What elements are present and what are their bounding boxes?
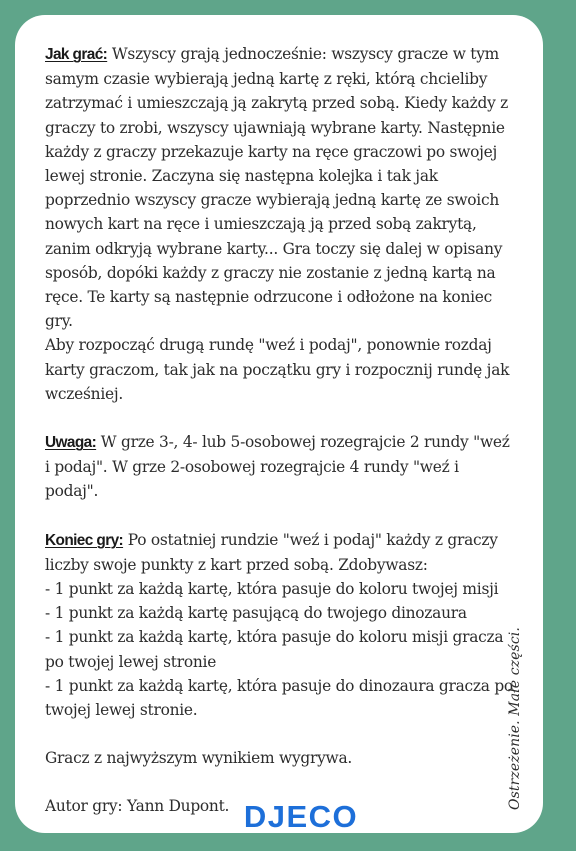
scoring-item: - 1 punkt za każdą kartę, która pasuje do koloru misji gracza po twojej lewej stronie (45, 628, 504, 671)
djeco-logo (239, 800, 363, 832)
note-text: W grze 3-, 4- lub 5-osobowej rozegrajcie 2 rundy "weź i podaj". W grze 2-osobowej rozegrajcie 4 rundy "weź i podaj". (45, 433, 510, 501)
second-round-paragraph: Aby rozpocząć drugą rundę "weź i podaj", ponownie rozdaj karty graczom, tak jak na początku gry i rozpocznij rundę jak wcześniej. (45, 336, 510, 403)
djeco-logo-text: DJECO (243, 800, 359, 832)
note-heading: Uwaga: (45, 434, 97, 452)
author-text: Autor gry: Yann Dupont. (45, 797, 230, 816)
scoring-item: - 1 punkt za każdą kartę, która pasuje do dinozaura gracza po twojej lewej stronie. (45, 676, 513, 720)
end-of-game-text: Po ostatniej rundzie "weź i podaj" każdy z graczy liczby swoje punkty z kart przed sobą. Zdobywasz: (45, 530, 498, 574)
winner-text: Gracz z najwyższym wynikiem wygrywa. (45, 749, 353, 768)
scoring-item: - 1 punkt za każdą kartę, która pasuje do koloru twojej misji (45, 580, 499, 599)
scoring-item: - 1 punkt za każdą kartę pasującą do twojego dinozaura (45, 604, 467, 623)
rules-text (45, 42, 515, 819)
small-parts-warning: Ostrzeżenie. Małe części. (507, 627, 523, 810)
rules-card (15, 15, 543, 833)
note-paragraph (45, 430, 515, 504)
end-of-game-heading: Koniec gry: (45, 531, 124, 549)
how-to-play-text: Wszyscy grają jednocześnie: wszyscy gracze w tym samym czasie wybierają jedną kartę z ręki, którą chcieliby zatrzymać i umieszczają ją zakrytą przed sobą. Kiedy każdy z graczy to zrobi, wszyscy ujawniają wybrane karty. Następnie każdy z graczy przekazuje karty na ręce graczowi po swojej lewej stronie. Zaczyna się następna kolejka i tak jak poprzednio wszyscy gracze wybierają jedną kartę ze swoich nowych kart na ręce i umieszczają ją przed sobą zakrytą, zanim odkryją wybrane karty... Gra toczy się dalej w opisany sposób, dopóki każdy z graczy nie zostanie z jedną kartą na ręce. Te karty są następnie odrzucone i odłożone na koniec gry. (45, 45, 509, 331)
how-to-play-paragraph (45, 42, 515, 333)
how-to-play-heading: Jak grać: (45, 46, 108, 63)
end-of-game-paragraph (45, 528, 515, 577)
